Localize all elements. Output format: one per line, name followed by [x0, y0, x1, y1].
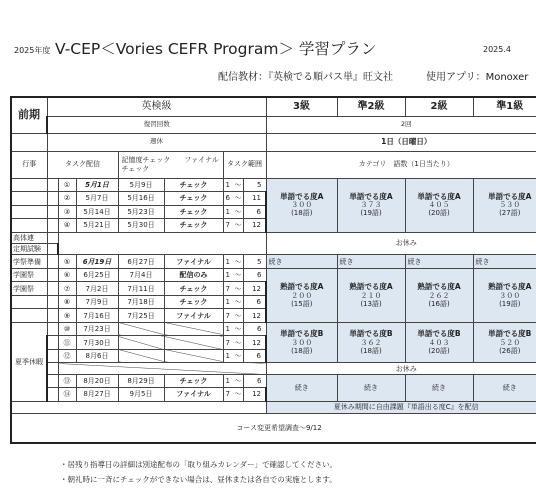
task-date: 8月27日 [76, 388, 118, 402]
range-from: 7 [225, 390, 230, 399]
row-number: ⑨ [58, 309, 76, 323]
col-check: 記憶度チェック ファイナルチェック [118, 151, 223, 178]
range-cell [223, 349, 243, 363]
weekly-row [11, 133, 536, 151]
row-number: ⑫ [58, 349, 76, 363]
range-cell [223, 268, 243, 282]
check-date: 9月5日 [118, 388, 164, 402]
block-title: 単語でる度B [417, 329, 461, 339]
range-from: 7 [225, 284, 230, 293]
task-date: 7月16日 [76, 309, 118, 323]
range-to: 6 [243, 295, 266, 309]
range-to: 12 [243, 219, 266, 233]
continued-label: 続き [266, 255, 337, 269]
check-date: 6月27日 [118, 255, 164, 269]
rest-label: お休み [266, 232, 536, 255]
event-label: 学園祭 [11, 282, 47, 296]
range-from: 1 [225, 298, 230, 307]
summer-note-row [11, 401, 536, 413]
range-cell [223, 374, 243, 388]
note-line: ・居残り指導日の詳細は別途配布の「取り組みカレンダー」で確認してください。 [60, 460, 338, 469]
block-title: 単語でる度B [349, 329, 393, 339]
row-number: ③ [58, 205, 76, 219]
check-date: 5月30日 [118, 219, 164, 233]
block-count: ３７３ [360, 201, 382, 210]
block-per-day: (20語) [428, 209, 450, 218]
range-tilde: ～ [234, 257, 242, 266]
block-count: ３００ [291, 338, 313, 347]
task-date: 5月21日 [76, 219, 118, 233]
review-value: 2回 [266, 117, 536, 134]
block-count: ２００ [291, 291, 313, 300]
range-tilde: ～ [234, 194, 242, 203]
task-date: 6月19日 [76, 255, 118, 269]
range-cell [223, 219, 243, 233]
range-to: 6 [243, 205, 266, 219]
table-row [11, 322, 536, 336]
range-to: 12 [243, 388, 266, 402]
block-b-2 [405, 268, 473, 322]
range-to: 6 [243, 322, 266, 336]
range-from: 1 [225, 352, 230, 361]
task-date: 6月25日 [76, 268, 118, 282]
event-label: 高体連 [11, 232, 47, 243]
block-per-day: (19語) [499, 299, 521, 308]
check-type: チェック [164, 295, 223, 309]
block-per-day: (13語) [360, 299, 382, 308]
row-number: ⑤ [58, 255, 76, 269]
review-label: 復習回数 [47, 117, 266, 134]
block-count: ４０３ [428, 338, 450, 347]
continued-label: 続き [405, 255, 473, 269]
crossed-cell [164, 336, 223, 350]
crossed-cell [164, 322, 223, 336]
check-type: チェック [164, 178, 223, 192]
block-title: 熟語でる度A [417, 281, 461, 291]
document-date: 2025.4 [483, 45, 511, 54]
range-from: 7 [225, 221, 230, 230]
check-date: 7月11日 [118, 282, 164, 296]
range-from: 7 [225, 338, 230, 347]
check-date: 5月23日 [118, 205, 164, 219]
range-from: 7 [225, 311, 230, 320]
block-count: ２１０ [360, 291, 382, 300]
row-number: ⑦ [58, 282, 76, 296]
course-note-row [11, 414, 536, 443]
material-info: 配信教材：『英検でる順パス単』旺文社 [218, 72, 393, 83]
block-per-day: (19語) [360, 209, 382, 218]
crossed-cell [118, 322, 164, 336]
app-info: 使用アプリ：Monoxer [426, 72, 529, 83]
range-cell [223, 309, 243, 323]
event-label: 学園祭 [11, 268, 47, 282]
check-type: ファイナル [164, 388, 223, 402]
range-cell [223, 295, 243, 309]
check-type: ファイナル [164, 309, 223, 323]
block-per-day: (15語) [291, 299, 313, 308]
range-to: 12 [243, 336, 266, 350]
row-number: ② [58, 192, 76, 206]
block-title: 単語でる度A [280, 191, 324, 201]
range-from: 1 [225, 376, 230, 385]
block-a-pre2 [337, 178, 405, 232]
range-from: 1 [225, 271, 230, 280]
block-title: 熟語でる度A [349, 281, 393, 291]
range-to: 12 [243, 282, 266, 296]
row-number: ⑬ [58, 374, 76, 388]
table-row [11, 374, 536, 388]
row-number: ⑭ [58, 388, 76, 402]
check-date: 7月4日 [118, 268, 164, 282]
review-row [11, 117, 536, 134]
range-to: 5 [243, 178, 266, 192]
block-per-day: (18語) [291, 346, 313, 355]
event-label: 学祭準備 [11, 255, 47, 269]
task-date: 7月2日 [76, 282, 118, 296]
eiken-label: 英検級 [47, 97, 266, 117]
event-label: 定期試験 [11, 243, 47, 254]
block-b-pre1 [473, 268, 536, 322]
block-title: 単語でる度B [280, 329, 324, 339]
block-c-3 [266, 322, 337, 363]
range-tilde: ～ [234, 390, 242, 399]
term-label: 前期 [11, 97, 47, 133]
notes [60, 457, 337, 487]
block-b-pre2 [337, 268, 405, 322]
check-type: チェック [164, 192, 223, 206]
col-category: カテゴリ 語数（1日当たり） [266, 151, 536, 178]
check-date: 8月29日 [118, 374, 164, 388]
task-date: 5月14日 [76, 205, 118, 219]
range-to: 6 [243, 268, 266, 282]
range-cell [223, 178, 243, 192]
range-from: 6 [225, 194, 230, 203]
table-row [11, 268, 536, 282]
check-date: 7月18日 [118, 295, 164, 309]
row-number: ④ [58, 219, 76, 233]
block-per-day: (20語) [428, 346, 450, 355]
range-tilde: ～ [234, 376, 242, 385]
col-event: 行事 [11, 151, 47, 178]
range-to: 11 [243, 192, 266, 206]
range-tilde: ～ [234, 325, 242, 334]
block-per-day: (18語) [360, 346, 382, 355]
exam-row [11, 232, 536, 243]
continued-label: 続き [473, 255, 536, 269]
block-title: 熟語でる度A [280, 281, 324, 291]
crossed-cell [164, 349, 223, 363]
row-number: ⑧ [58, 295, 76, 309]
range-tilde: ～ [234, 271, 242, 280]
column-header-row [11, 151, 536, 178]
block-title: 単語でる度A [417, 191, 461, 201]
range-to: 12 [243, 309, 266, 323]
check-type: チェック [164, 374, 223, 388]
block-per-day: (16語) [428, 299, 450, 308]
crossed-cell [118, 336, 164, 350]
range-to: 6 [243, 374, 266, 388]
block-title: 単語でる度A [488, 191, 532, 201]
grade-2: 2級 [405, 97, 473, 117]
page-title: V-CEP＜Vories CEFR Program＞ 学習プラン [55, 40, 377, 58]
row-number: ⑩ [58, 322, 76, 336]
block-c-2 [405, 322, 473, 363]
block-c-pre2 [337, 322, 405, 363]
block-count: ３６２ [360, 338, 382, 347]
block-a-3 [266, 178, 337, 232]
range-cell [223, 192, 243, 206]
rest-row [11, 363, 536, 374]
check-type: チェック [164, 219, 223, 233]
block-count: ５２０ [499, 338, 521, 347]
block-count: ３００ [499, 291, 521, 300]
continued-label: 続き [405, 374, 473, 401]
check-type: ファイナル [164, 255, 223, 269]
check-type: チェック [164, 205, 223, 219]
range-tilde: ～ [234, 221, 242, 230]
range-cell [223, 282, 243, 296]
crossed-cell [58, 363, 266, 374]
block-per-day: (26語) [499, 346, 521, 355]
range-tilde: ～ [234, 284, 242, 293]
range-from: 1 [225, 180, 230, 189]
block-count: ４０５ [428, 201, 450, 210]
course-note: コース変更希望調査～9/12 [11, 414, 536, 443]
block-a-2 [405, 178, 473, 232]
rest-label: お休み [266, 363, 536, 374]
event-label: 夏季休暇 [11, 322, 47, 401]
block-title: 単語でる度A [349, 191, 393, 201]
summer-note: 夏休み期間に自由課題『単語出る度C』を配信 [266, 401, 536, 413]
range-tilde: ～ [234, 311, 242, 320]
range-cell [223, 388, 243, 402]
weekly-label: 週休 [47, 133, 266, 151]
col-task-date: タスク配信 [47, 151, 118, 178]
block-per-day: (18語) [291, 209, 313, 218]
grade-header-row [11, 97, 536, 117]
range-from: 1 [225, 325, 230, 334]
range-tilde: ～ [234, 352, 242, 361]
range-from: 1 [225, 207, 230, 216]
check-type: チェック [164, 282, 223, 296]
table-row [11, 255, 536, 269]
table-row [11, 178, 536, 192]
school-year: 2025年度 [14, 46, 51, 55]
task-date: 5月7日 [76, 192, 118, 206]
range-cell [223, 255, 243, 269]
check-date: 5月9日 [118, 178, 164, 192]
grade-pre1: 準1級 [473, 97, 536, 117]
range-cell [223, 336, 243, 350]
block-per-day: (27語) [499, 209, 521, 218]
block-c-pre1 [473, 322, 536, 363]
weekly-value: 1日（日曜日） [266, 133, 536, 151]
study-plan-table [10, 96, 536, 444]
block-count: ３００ [291, 201, 313, 210]
range-tilde: ～ [234, 338, 242, 347]
check-date: 5月16日 [118, 192, 164, 206]
range-to: 6 [243, 349, 266, 363]
task-date: 8月6日 [76, 349, 118, 363]
continued-label: 続き [337, 374, 405, 401]
range-cell [223, 205, 243, 219]
grade-3: 3級 [266, 97, 337, 117]
continued-label: 続き [473, 374, 536, 401]
task-date: 7月23日 [76, 322, 118, 336]
task-date: 5月1日 [76, 178, 118, 192]
crossed-cell [118, 349, 164, 363]
col-range: タスク範囲 [223, 151, 266, 178]
note-line: ・朝礼時に一斉にチェックができない場合は、昼休または各自での実施とします。 [60, 475, 337, 484]
grade-pre2: 準2級 [337, 97, 405, 117]
check-date: 7月25日 [118, 309, 164, 323]
range-from: 1 [225, 257, 230, 266]
block-count: ５３０ [499, 201, 521, 210]
block-b-3 [266, 268, 337, 322]
continued-label: 続き [337, 255, 405, 269]
range-cell [223, 322, 243, 336]
task-date: 7月9日 [76, 295, 118, 309]
continued-label: 続き [266, 374, 337, 401]
block-title: 熟語でる度A [488, 281, 532, 291]
task-date: 7月30日 [76, 336, 118, 350]
range-tilde: ～ [234, 180, 242, 189]
range-to: 5 [243, 255, 266, 269]
range-tilde: ～ [234, 207, 242, 216]
row-number: ⑪ [58, 336, 76, 350]
block-a-pre1 [473, 178, 536, 232]
row-number: ⑥ [58, 268, 76, 282]
block-title: 単語でる度B [488, 329, 532, 339]
task-date: 8月20日 [76, 374, 118, 388]
check-type: 配信のみ [164, 268, 223, 282]
row-number: ① [58, 178, 76, 192]
block-count: ２６２ [428, 291, 450, 300]
range-tilde: ～ [234, 298, 242, 307]
